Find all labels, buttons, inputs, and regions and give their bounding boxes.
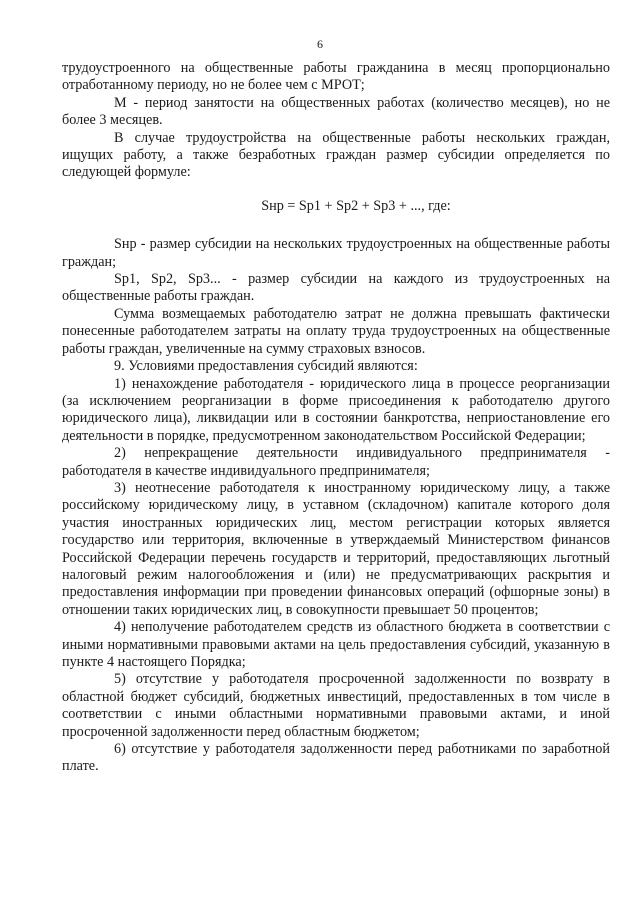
formula: Sнр = Sp1 + Sp2 + Sp3 + ..., где: [261,197,451,214]
paragraph-conditions-heading: 9. Условиями предоставления субсидий являются: [114,358,418,375]
condition-item-3: 3) неотнесение работодателя к иностранному юридическому лицу, а также российскому юридическому лицу, в уставном (складочном) капитале которого доля участия иностранных юридических лиц, местом регистрации которых является государство или территория, включенные в утверждаемый Министерством финансов Российской Федерации перечень государств и территорий, предоставляющих льготный налоговый режим налогообложения и (или) не предусматривающих раскрытия и предоставления информации при проведении финансовых операций (офшорные зоны) в отношении таких юридических лиц, в совокупности превышает 50 процентов; [62,479,610,618]
condition-item-1: 1) ненахождение работодателя - юридического лица в процессе реорганизации (за исключением реорганизации в форме присоединения к работодателю другого юридического лица), ликвидации или в состоянии банкротства, неприостановление его деятельности в порядке, предусмотренном законодательством Российской Федерации; [62,375,610,444]
condition-item-6: 6) отсутствие у работодателя задолженности перед работниками по заработной плате. [62,741,610,775]
condition-item-2: 2) непрекращение деятельности индивидуального предпринимателя - работодателя в качестве индивидуального предпринимателя; [62,445,610,479]
condition-item-5: 5) отсутствие у работодателя просроченной задолженности по возврату в областной бюджет субсидий, бюджетных инвестиций, предоставленных в том числе в соответствии с иными областными нормативными правовыми актами, и иной просроченной задолженности перед областным бюджетом; [62,671,610,740]
document-body [62,60,610,776]
paragraph-m-definition: М - период занятости на общественных работах (количество месяцев), но не более 3 месяцев. [62,94,610,129]
condition-item-4: 4) неполучение работодателем средств из областного бюджета в соответствии с иными нормативными правовыми актами на цель предоставления субсидий, указанную в пункте 4 настоящего Порядка; [62,619,610,670]
paragraph-reimbursement-limit: Сумма возмещаемых работодателю затрат не должна превышать фактически понесенные работодателем затраты на оплату труда трудоустроенных на общественные работы граждан, увеличенные на сумму страховых взносов. [62,305,610,357]
paragraph-continuation: трудоустроенного на общественные работы гражданина в месяц пропорционально отработанному периоду, но не более чем с МРОТ; [62,60,610,94]
paragraph-snr-definition: Sнр - размер субсидии на нескольких трудоустроенных на общественные работы граждан; [62,236,610,270]
paragraph-multiple-citizens: В случае трудоустройства на общественные работы нескольких граждан, ищущих работу, а также безработных граждан размер субсидии определяется по следующей формуле: [62,129,610,181]
page-number: 6 [317,37,323,51]
paragraph-sp-definition: Sp1, Sp2, Sp3... - размер субсидии на каждого из трудоустроенных на общественные работы граждан. [62,271,610,305]
